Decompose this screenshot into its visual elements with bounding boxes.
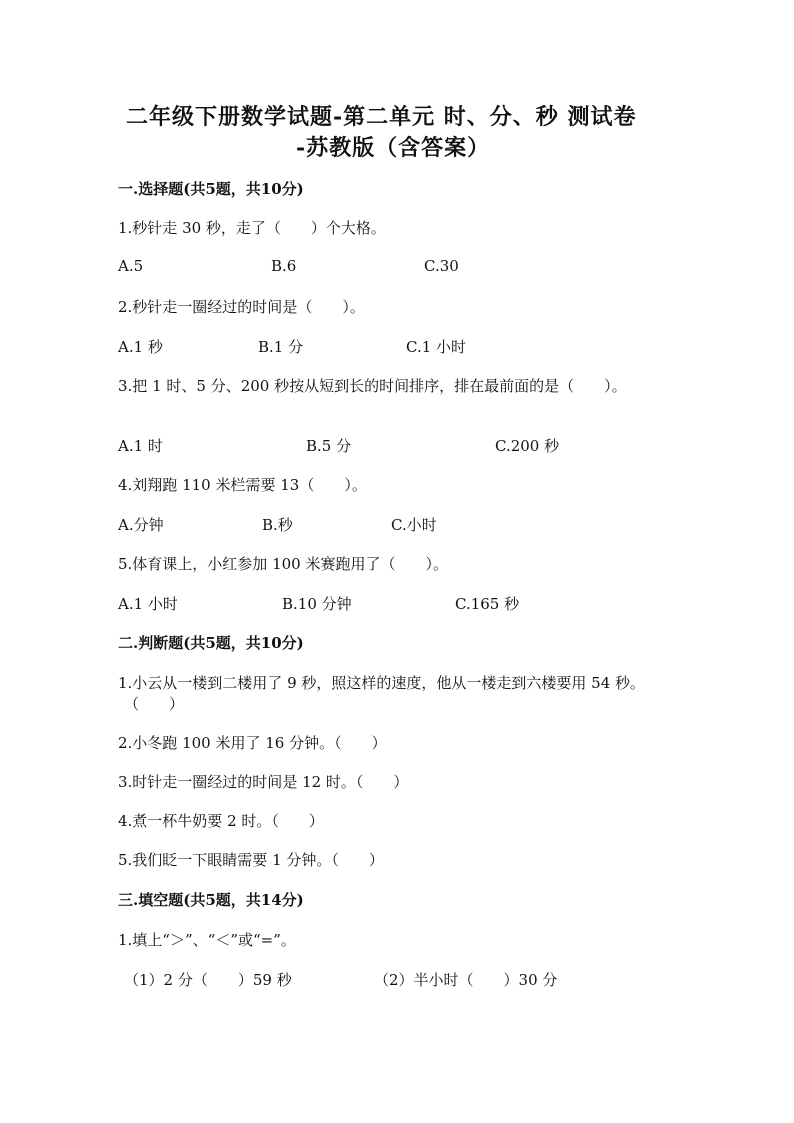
option-c: C.小时 bbox=[391, 516, 437, 534]
question-text: 1.小云从一楼到二楼用了 9 秒，照这样的速度，他从一楼走到六楼要用 54 秒。 bbox=[118, 674, 646, 692]
option-b: B.1 分 bbox=[258, 338, 304, 356]
section-header-judge: 二.判断题(共5题，共10分) bbox=[118, 634, 304, 652]
answer-bracket: （ ） bbox=[124, 695, 185, 713]
option-b: B.10 分钟 bbox=[282, 595, 352, 613]
question-text: 5.我们眨一下眼睛需要 1 分钟。（ ） bbox=[118, 851, 384, 869]
option-a: A.分钟 bbox=[118, 516, 164, 534]
option-c: C.165 秒 bbox=[455, 595, 520, 613]
section-header-choice: 一.选择题(共5题，共10分) bbox=[118, 180, 304, 198]
option-a: A.5 bbox=[118, 257, 144, 275]
option-a: A.1 小时 bbox=[118, 595, 178, 613]
question-text: 4.煮一杯牛奶要 2 时。（ ） bbox=[118, 812, 324, 830]
page-title-line2: -苏教版（含答案） bbox=[296, 135, 491, 161]
option-b: B.5 分 bbox=[306, 437, 352, 455]
question-text: 2.秒针走一圈经过的时间是（ ）。 bbox=[118, 298, 365, 316]
option-a: A.1 秒 bbox=[118, 338, 163, 356]
option-b: B.秒 bbox=[262, 516, 293, 534]
question-text: 2.小冬跑 100 米用了 16 分钟。（ ） bbox=[118, 734, 387, 752]
option-c: C.200 秒 bbox=[495, 437, 560, 455]
question-text: 3.时针走一圈经过的时间是 12 时。（ ） bbox=[118, 773, 409, 791]
option-c: C.1 小时 bbox=[406, 338, 467, 356]
option-c: C.30 bbox=[424, 257, 459, 275]
question-text: 4.刘翔跑 110 米栏需要 13（ ）。 bbox=[118, 476, 367, 494]
page-title-line1: 二年级下册数学试题-第二单元 时、分、秒 测试卷 bbox=[126, 104, 637, 130]
section-header-fill: 三.填空题(共5题，共14分) bbox=[118, 891, 304, 909]
question-text: 5.体育课上，小红参加 100 米赛跑用了（ ）。 bbox=[118, 555, 448, 573]
sub-question: （2）半小时（ ）30 分 bbox=[374, 971, 558, 989]
question-text: 1.填上“＞”、“＜”或“=”。 bbox=[118, 931, 296, 949]
option-a: A.1 时 bbox=[118, 437, 163, 455]
option-b: B.6 bbox=[271, 257, 297, 275]
sub-question: （1）2 分（ ）59 秒 bbox=[124, 971, 292, 989]
question-text: 1.秒针走 30 秒，走了（ ）个大格。 bbox=[118, 219, 386, 237]
question-text: 3.把 1 时、5 分、200 秒按从短到长的时间排序，排在最前面的是（ ）。 bbox=[118, 377, 627, 395]
